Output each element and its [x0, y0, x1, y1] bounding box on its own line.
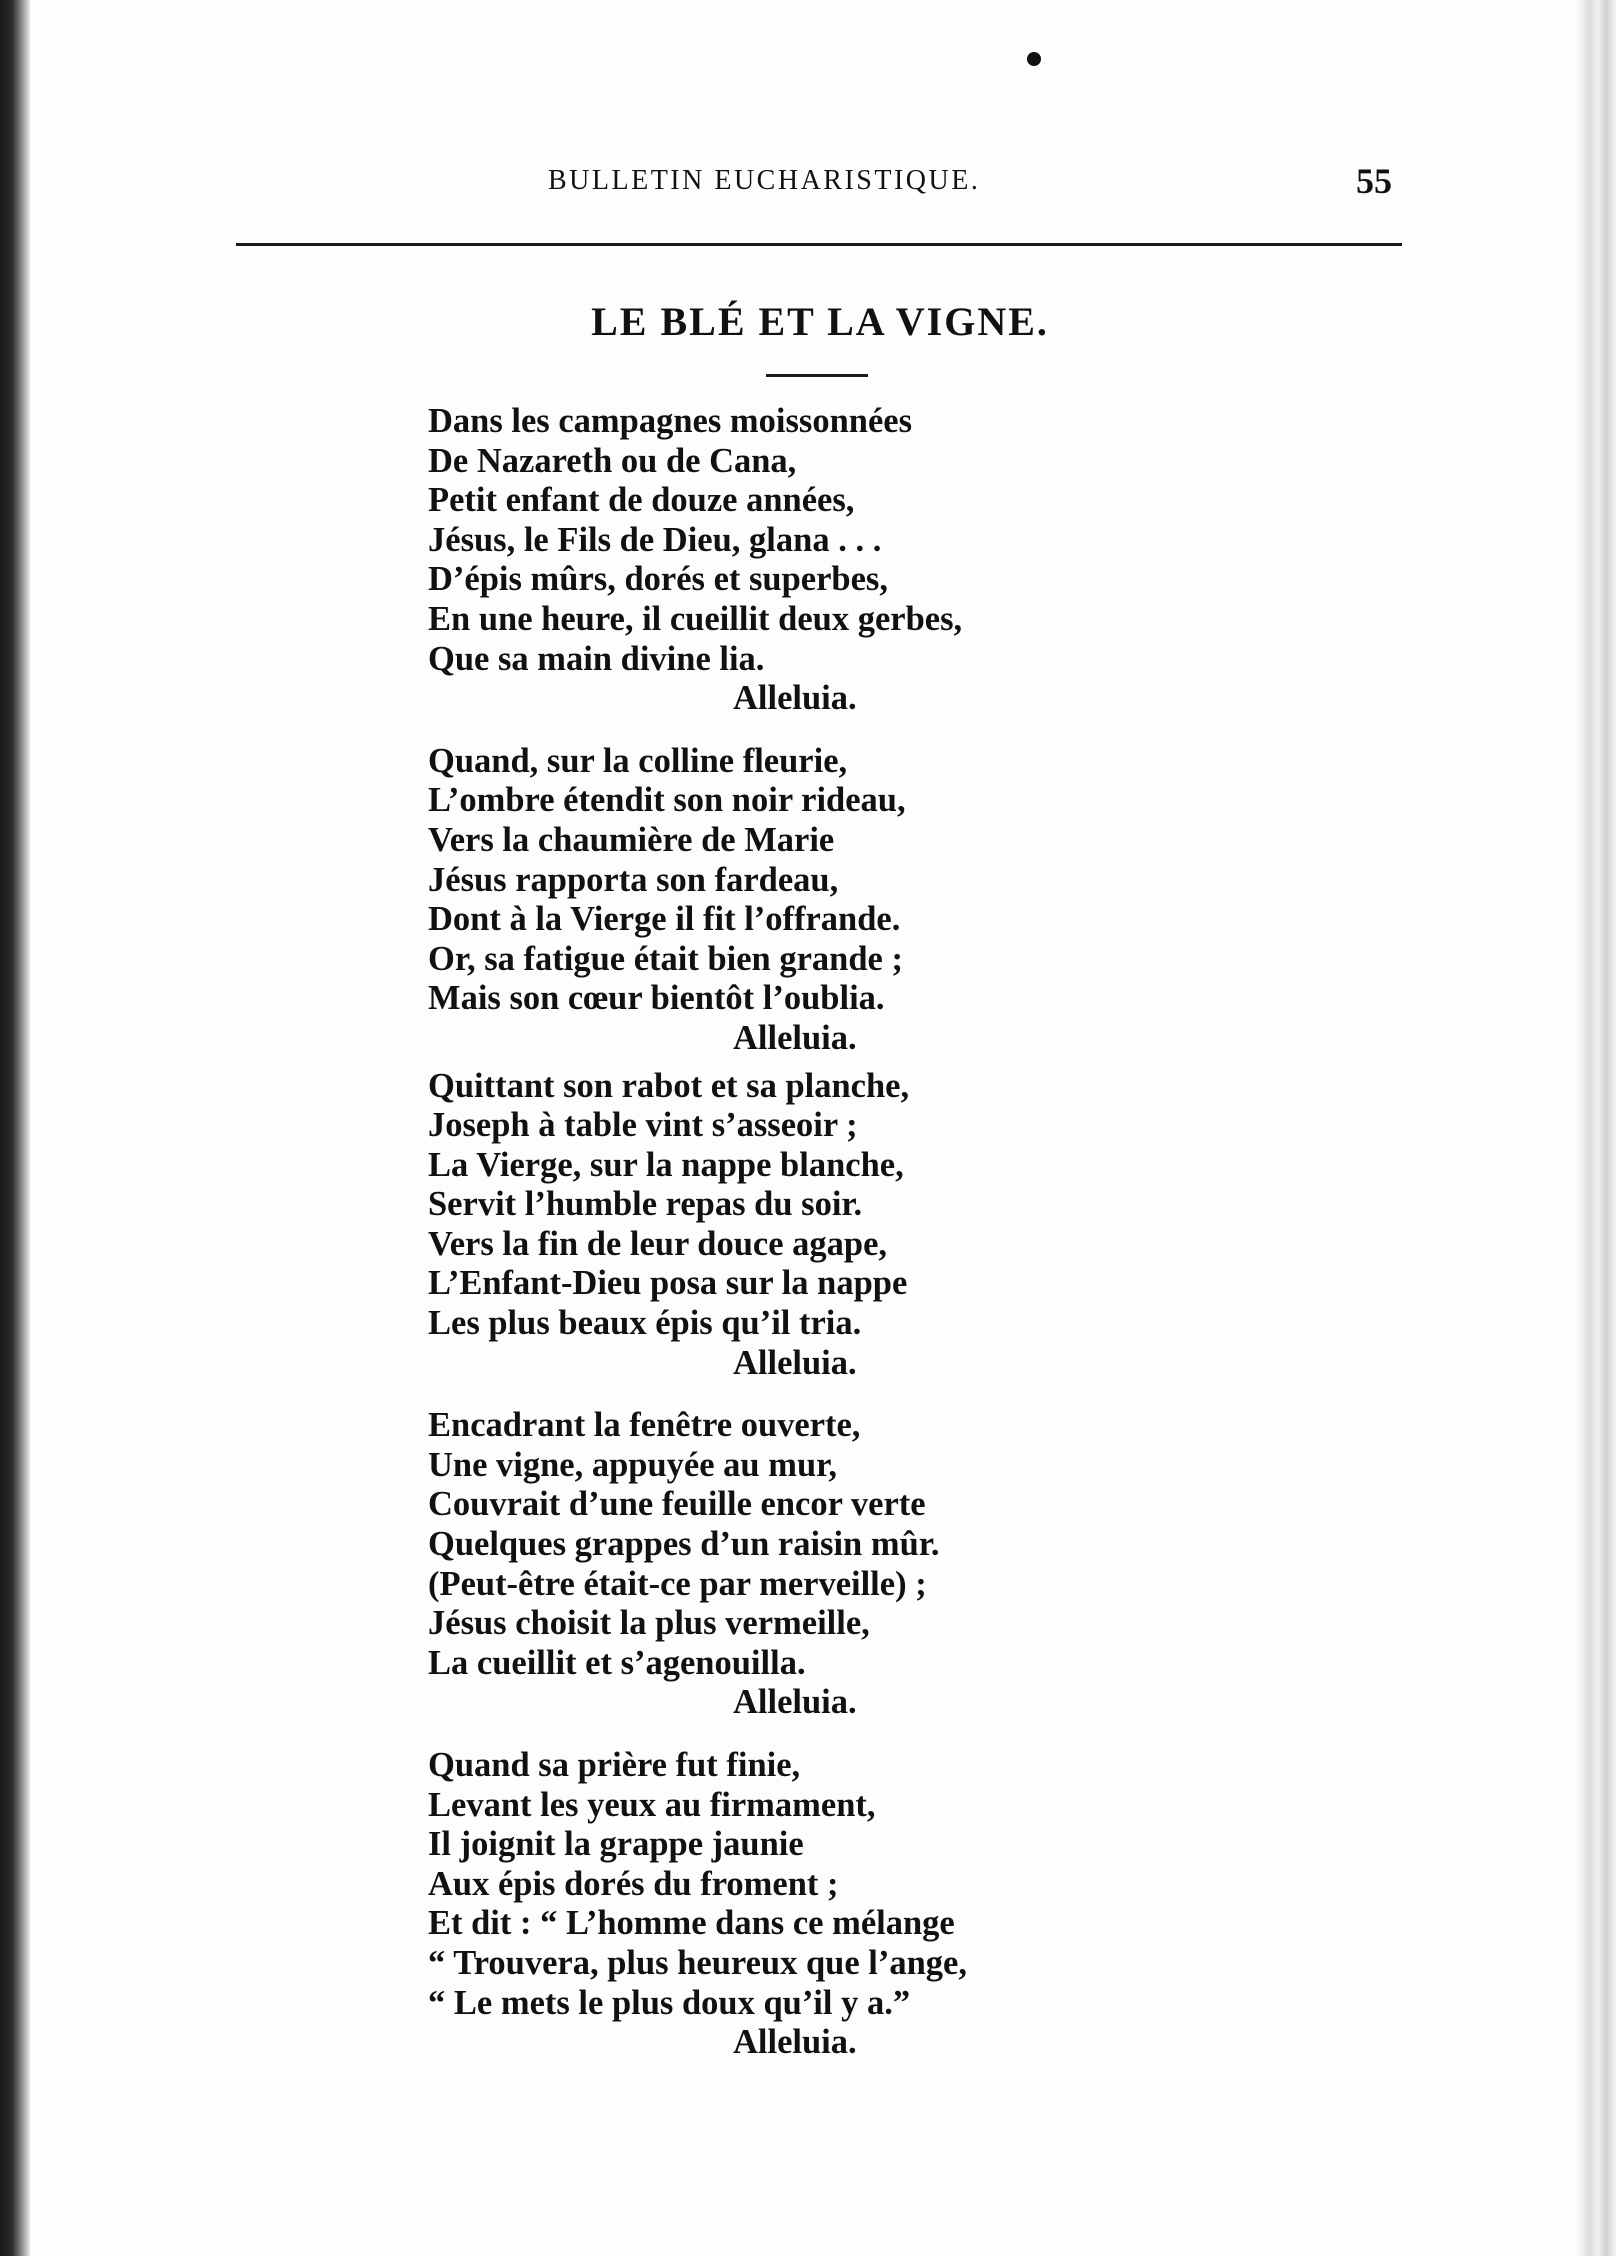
refrain-line: Alleluia.: [733, 1343, 857, 1382]
verse-line: “ Trouvera, plus heureux que l’ange,: [428, 1943, 967, 1982]
verse-line: La cueillit et s’agenouilla.: [428, 1643, 806, 1682]
verse-line: Vers la fin de leur douce agape,: [428, 1224, 888, 1263]
stanza-gap: [428, 1059, 1228, 1067]
verse-line: Jésus rapporta son fardeau,: [428, 860, 839, 899]
stanza-3: [428, 1067, 1228, 1384]
verse-line: L’Enfant-Dieu posa sur la nappe: [428, 1264, 908, 1303]
verse-line: D’épis mûrs, dorés et superbes,: [428, 560, 888, 599]
verse-line: Quelques grappes d’un raisin mûr.: [428, 1525, 940, 1564]
header-rule: [236, 243, 1402, 246]
verse-line: “ Le mets le plus doux qu’il y a.”: [428, 1983, 911, 2022]
verse-line: Que sa main divine lia.: [428, 639, 765, 678]
verse-line: Servit l’humble repas du soir.: [428, 1185, 863, 1224]
verse-line: Les plus beaux épis qu’il tria.: [428, 1304, 862, 1343]
verse-line: Couvrait d’une feuille encor verte: [428, 1485, 926, 1524]
stanza-gap: [428, 1383, 1228, 1406]
verse-line: Jésus, le Fils de Dieu, glana . . .: [428, 520, 882, 559]
stanza-gap: [428, 719, 1228, 742]
verse-line: En une heure, il cueillit deux gerbes,: [428, 599, 963, 638]
verse-line: Il joignit la grappe jaunie: [428, 1825, 804, 1864]
stanza-1: [428, 402, 1228, 719]
verse-line: Levant les yeux au firmament,: [428, 1785, 876, 1824]
verse-line: La Vierge, sur la nappe blanche,: [428, 1145, 904, 1184]
verse-line: Dont à la Vierge il fit l’offrande.: [428, 900, 901, 939]
verse-line: Vers la chaumière de Marie: [428, 820, 835, 859]
verse-line: Or, sa fatigue était bien grande ;: [428, 939, 903, 978]
verse-line: Et dit : “ L’homme dans ce mélange: [428, 1904, 955, 1943]
page-number: 55: [1356, 161, 1392, 201]
refrain-line: Alleluia.: [733, 1683, 857, 1722]
verse-line: De Nazareth ou de Cana,: [428, 441, 797, 480]
stanza-2: [428, 742, 1228, 1059]
verse-line: Quittant son rabot et sa planche,: [428, 1066, 910, 1105]
verse-line: (Peut-être était-ce par merveille) ;: [428, 1564, 927, 1603]
refrain-line: Alleluia.: [733, 2023, 857, 2062]
verse-line: Petit enfant de douze années,: [428, 481, 855, 520]
stanza-5: [428, 1746, 1228, 2063]
refrain-line: Alleluia.: [733, 679, 857, 718]
verse-line: Aux épis dorés du froment ;: [428, 1864, 839, 1903]
title-rule: [766, 374, 868, 377]
verse-line: Quand sa prière fut finie,: [428, 1746, 801, 1784]
verse-line: Dans les campagnes moissonnées: [428, 402, 912, 440]
verse-line: Jésus choisit la plus vermeille,: [428, 1604, 870, 1643]
verse-line: Mais son cœur bientôt l’oublia.: [428, 979, 885, 1018]
poem-title: LE BLÉ ET LA VIGNE.: [591, 299, 1049, 344]
verse-line: L’ombre étendit son noir rideau,: [428, 781, 906, 820]
stanza-gap: [428, 1723, 1228, 1746]
verse-line: Une vigne, appuyée au mur,: [428, 1445, 837, 1484]
ink-dot-mark: [1027, 52, 1041, 66]
running-header-title: BULLETIN EUCHARISTIQUE.: [548, 165, 981, 196]
verse-line: Encadrant la fenêtre ouverte,: [428, 1406, 861, 1445]
refrain-line: Alleluia.: [733, 1018, 857, 1057]
verse-line: Quand, sur la colline fleurie,: [428, 741, 848, 780]
poem-body: [428, 402, 1228, 2063]
verse-line: Joseph à table vint s’asseoir ;: [428, 1106, 858, 1145]
stanza-4: [428, 1406, 1228, 1723]
